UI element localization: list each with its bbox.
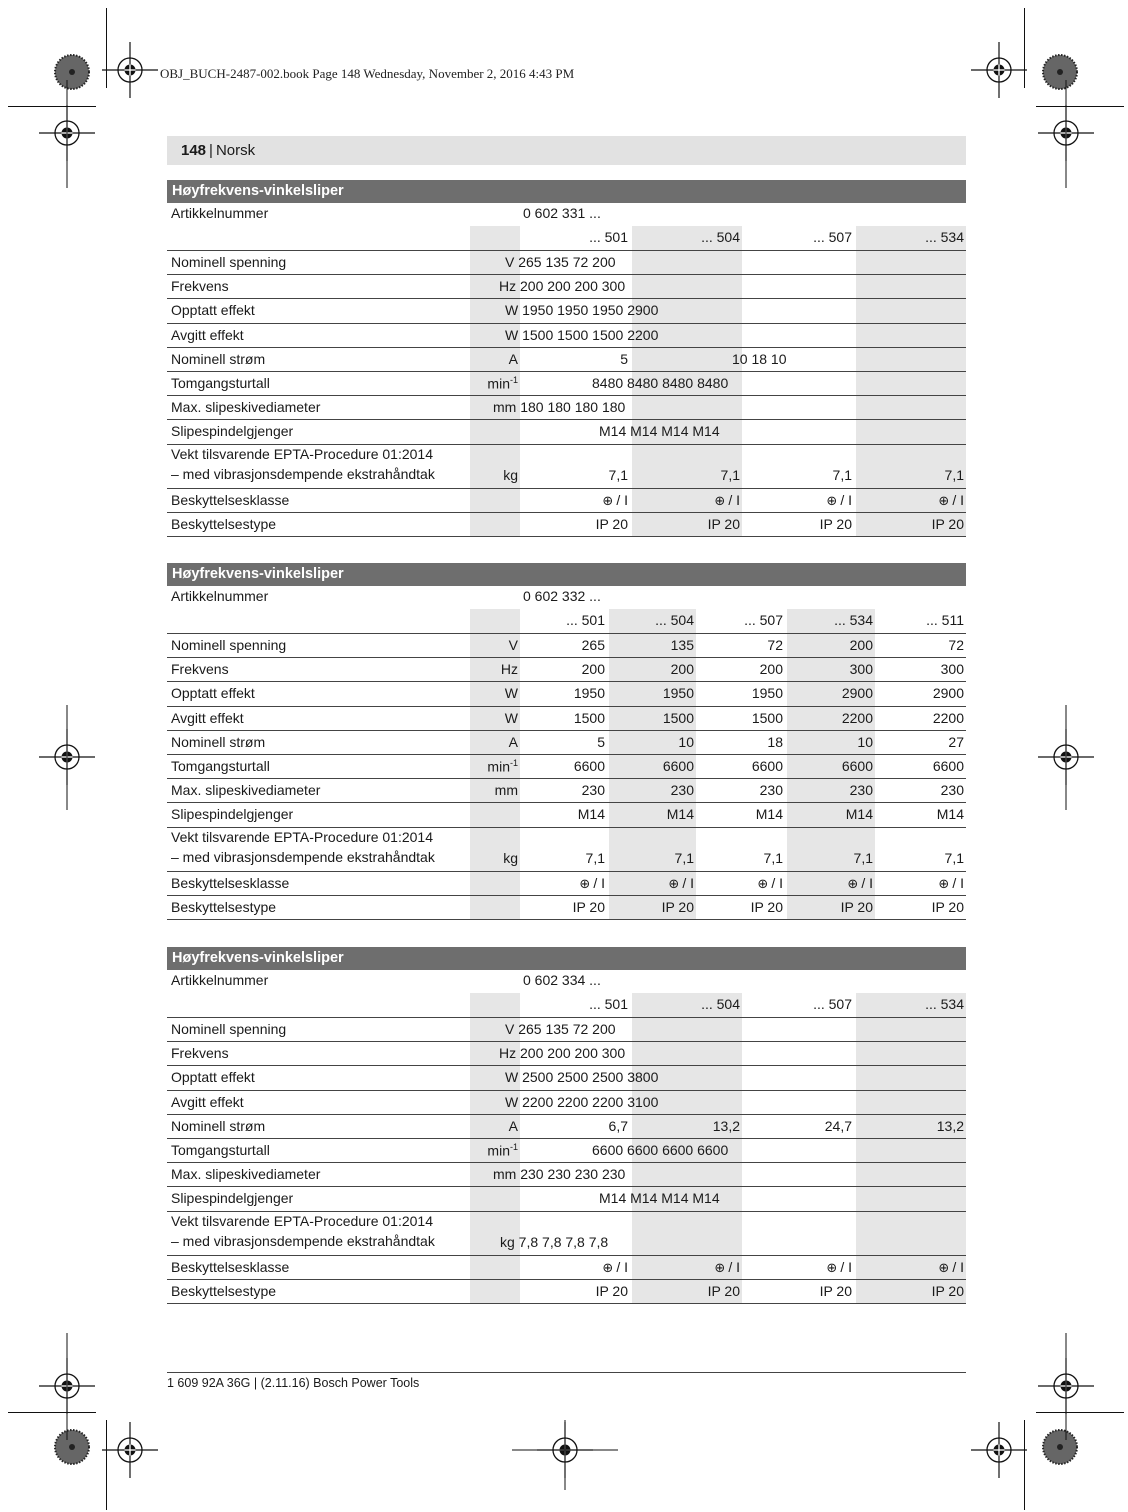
row-value: 200: [581, 661, 605, 678]
row-value: 6,7: [608, 1117, 628, 1134]
unit-text: W: [504, 685, 518, 702]
row-value: 265: [581, 637, 605, 653]
variant-code: ... 504: [701, 996, 740, 1012]
row-value: IP 20: [750, 898, 783, 915]
row-value: 230: [759, 782, 783, 799]
row-value: M14: [755, 806, 783, 823]
row-value: 1950: [751, 685, 783, 702]
variant-code: ... 534: [925, 996, 964, 1012]
protection-class-icon: ⊕: [938, 492, 950, 508]
unit-label: [470, 1118, 518, 1134]
protection-class-text: / I: [593, 874, 605, 891]
column-shade: [632, 251, 742, 274]
protection-class-text: / I: [728, 1258, 740, 1275]
row-value: 7,1: [608, 466, 628, 483]
row-label: Frekvens: [171, 1045, 229, 1062]
article-label: Artikkelnummer: [171, 972, 269, 988]
row-value: 5: [620, 350, 628, 367]
protection-class-icon: ⊕: [826, 492, 838, 508]
article-label: Artikkelnummer: [171, 205, 269, 221]
row-label: Vekt tilsvarende EPTA-Procedure 01:2014: [171, 1212, 434, 1229]
unit-label: [470, 375, 518, 392]
row-label: Nominell strøm: [171, 1117, 266, 1134]
row-value: 10: [857, 733, 873, 750]
row-value: 7,1: [720, 466, 740, 483]
row-label-line2: – med vibrasjonsdempende ekstrahåndtak: [171, 465, 435, 482]
unit-text: A: [508, 733, 518, 750]
column-shade: [856, 1163, 966, 1186]
merged-values: V 265 135 72 200: [505, 1021, 616, 1037]
protection-class-icon: ⊕: [938, 1259, 950, 1275]
row-value: 7,1: [674, 849, 694, 866]
row-value: IP 20: [931, 1282, 964, 1299]
unit-text: min: [487, 758, 510, 775]
unit-text: min: [487, 1142, 510, 1159]
unit-text: kg: [503, 466, 518, 483]
row-value: IP 20: [819, 515, 852, 532]
row-value: 300: [940, 661, 964, 678]
spec-row: [167, 1042, 966, 1066]
unit-label: [470, 782, 518, 798]
page-header: [167, 136, 966, 165]
article-number: 0 602 332 ...: [523, 588, 601, 604]
row-value: 230: [940, 782, 964, 799]
row-value: [632, 492, 740, 509]
unit-text: min: [487, 375, 510, 392]
column-shade: [856, 251, 966, 274]
unit-text: V: [508, 637, 518, 653]
column-shade: [470, 609, 520, 633]
row-label: Nominell spenning: [171, 1021, 287, 1037]
unit-label: [470, 351, 518, 367]
spec-row: [167, 299, 966, 323]
column-shade: [856, 1091, 966, 1114]
protection-class-icon: ⊕: [714, 492, 726, 508]
row-value: 6600: [841, 757, 873, 774]
spec-row: [167, 803, 966, 827]
row-value: 1950: [662, 685, 694, 702]
spec-row: [167, 396, 966, 420]
row-label: Beskyttelsestype: [171, 515, 277, 532]
variant-code: ... 507: [744, 612, 783, 628]
table-title: Høyfrekvens-vinkelsliper: [167, 947, 966, 970]
column-shade: [856, 275, 966, 298]
spec-row: [167, 275, 966, 299]
row-label: Max. slipeskivediameter: [171, 1166, 321, 1183]
unit-superscript: -1: [509, 374, 518, 385]
row-value: 1500: [662, 709, 694, 726]
row-value: 230: [581, 782, 605, 799]
row-label: Tomgangsturtall: [171, 1141, 270, 1158]
protection-class-icon: ⊕: [579, 875, 591, 891]
row-value: 200: [670, 661, 694, 678]
row-label: Vekt tilsvarende EPTA-Procedure 01:2014: [171, 445, 434, 462]
spec-row: [167, 1163, 966, 1187]
column-shade: [856, 420, 966, 443]
column-shade: [632, 1163, 742, 1186]
row-value: [520, 492, 628, 509]
row-label: Nominell strøm: [171, 733, 266, 750]
protection-class-text: / I: [682, 874, 694, 891]
merged-values: M14 M14 M14 M14: [599, 1190, 720, 1207]
spec-row: [167, 1066, 966, 1090]
column-shade: [470, 420, 520, 443]
row-value: [856, 492, 964, 509]
unit-label: [470, 710, 518, 726]
variant-code: ... 507: [813, 229, 852, 245]
column-shade: [470, 896, 520, 919]
row-value: IP 20: [595, 515, 628, 532]
variant-code: ... 511: [926, 612, 964, 628]
row-value: 7,1: [944, 466, 964, 483]
protection-class-icon: ⊕: [938, 875, 950, 891]
protection-class-text: / I: [840, 1258, 852, 1275]
article-number: 0 602 334 ...: [523, 972, 601, 988]
variant-code: ... 504: [655, 612, 694, 628]
merged-values: kg 7,8 7,8 7,8 7,8: [500, 1233, 609, 1250]
unit-text: Hz: [500, 661, 518, 678]
row-value: [877, 875, 964, 892]
row-value: [520, 1259, 628, 1276]
protection-class-text: / I: [728, 491, 740, 508]
protection-class-icon: ⊕: [714, 1259, 726, 1275]
variant-row: [167, 993, 966, 1018]
spec-row: [167, 1212, 966, 1256]
column-shade: [470, 872, 520, 895]
column-shade: [856, 348, 966, 371]
column-shade: [856, 396, 966, 419]
row-label: Nominell spenning: [171, 254, 287, 270]
merged-values: W 1500 1500 1500 2200: [505, 326, 659, 343]
unit-label: [470, 637, 518, 653]
row-label: Frekvens: [171, 661, 229, 678]
row-value: 2900: [841, 685, 873, 702]
unit-text: mm: [494, 782, 518, 799]
column-shade: [470, 226, 520, 250]
protection-class-icon: ⊕: [668, 875, 680, 891]
row-value: 6600: [662, 757, 694, 774]
row-value: [632, 1259, 740, 1276]
header-separator: |: [209, 142, 213, 159]
unit-text: W: [504, 709, 518, 726]
row-value: 1500: [573, 709, 605, 726]
column-shade: [856, 1139, 966, 1162]
variant-code: ... 501: [589, 996, 628, 1012]
protection-class-icon: ⊕: [602, 1259, 614, 1275]
footer-text: 1 609 92A 36G | (2.11.16) Bosch Power Tools: [167, 1376, 420, 1390]
protection-class-icon: ⊕: [757, 875, 769, 891]
spec-row: [167, 251, 966, 275]
spec-row: [167, 1139, 966, 1163]
article-label: Artikkelnummer: [171, 588, 269, 604]
spec-row: [167, 420, 966, 444]
column-shade: [856, 372, 966, 395]
row-value: 230: [670, 782, 694, 799]
protection-class-text: / I: [616, 1258, 628, 1275]
row-value: M14: [577, 806, 605, 823]
row-value: 72: [767, 637, 783, 653]
row-value: IP 20: [707, 1282, 740, 1299]
spec-row: [167, 828, 966, 872]
protection-class-text: / I: [771, 874, 783, 891]
header-language: Norsk: [215, 142, 256, 159]
merged-values: V 265 135 72 200: [505, 254, 616, 270]
protection-class-text: / I: [616, 491, 628, 508]
column-shade: [632, 1042, 742, 1065]
row-value: IP 20: [707, 515, 740, 532]
spec-table: [167, 563, 966, 920]
column-shade: [856, 1187, 966, 1210]
row-value: 6600: [932, 757, 964, 774]
merged-values: W 1950 1950 1950 2900: [505, 302, 659, 319]
row-label: Vekt tilsvarende EPTA-Procedure 01:2014: [171, 828, 434, 845]
row-value: 2900: [932, 685, 964, 702]
row-value: IP 20: [931, 898, 964, 915]
column-shade: [856, 324, 966, 347]
row-label: Max. slipeskivediameter: [171, 399, 321, 416]
unit-label: [470, 734, 518, 750]
row-label-line2: – med vibrasjonsdempende ekstrahåndtak: [171, 848, 435, 865]
column-shade: [856, 1018, 966, 1041]
merged-values: W 2500 2500 2500 3800: [505, 1069, 659, 1086]
protection-class-text: / I: [861, 874, 873, 891]
spec-table: [167, 947, 966, 1304]
column-shade: [632, 396, 742, 419]
row-value: M14: [845, 806, 873, 823]
row-value: 13,2: [936, 1117, 964, 1134]
row-value: 1500: [751, 709, 783, 726]
spec-row: [167, 731, 966, 755]
variant-row: [167, 609, 966, 634]
spec-row: [167, 489, 966, 513]
merged-values: 6600 6600 6600 6600: [592, 1141, 729, 1158]
footer-rule: [167, 1372, 966, 1373]
row-value: [698, 875, 783, 892]
print-info-line: OBJ_BUCH-2487-002.book Page 148 Wednesday, November 2, 2016 4:43 PM: [160, 66, 575, 81]
row-value: M14: [936, 806, 964, 823]
spec-row: [167, 682, 966, 706]
row-value: [744, 492, 852, 509]
row-value: 2200: [932, 709, 964, 726]
spec-table: [167, 180, 966, 537]
row-label: Beskyttelsestype: [171, 898, 277, 915]
row-value: 7,1: [763, 849, 783, 866]
row-value: IP 20: [572, 898, 605, 915]
variant-row: [167, 226, 966, 251]
row-value: IP 20: [595, 1282, 628, 1299]
row-label-line2: – med vibrasjonsdempende ekstrahåndtak: [171, 1232, 435, 1249]
row-label: Slipespindelgjenger: [171, 1190, 294, 1207]
spec-row: [167, 779, 966, 803]
article-number: 0 602 331 ...: [523, 205, 601, 221]
row-label: Beskyttelsesklasse: [171, 1258, 290, 1275]
merged-values: M14 M14 M14 M14: [599, 423, 720, 440]
row-label: Nominell spenning: [171, 637, 287, 653]
merged-values: Hz 200 200 200 300: [499, 278, 626, 295]
row-label: Opptatt effekt: [171, 302, 255, 319]
unit-label: [470, 685, 518, 701]
protection-class-icon: ⊕: [847, 875, 859, 891]
row-label: Avgitt effekt: [171, 326, 244, 343]
column-shade: [856, 299, 966, 322]
unit-text: A: [508, 1117, 518, 1134]
row-value: 300: [849, 661, 873, 678]
row-value: 1950: [573, 685, 605, 702]
row-value: 18: [767, 733, 783, 750]
row-value: 200: [849, 637, 873, 653]
variant-code: ... 534: [834, 612, 873, 628]
unit-text: A: [508, 350, 518, 367]
spec-row: [167, 755, 966, 779]
spec-row: [167, 1256, 966, 1280]
row-value: IP 20: [931, 515, 964, 532]
row-label: Frekvens: [171, 278, 229, 295]
row-label: Tomgangsturtall: [171, 374, 270, 391]
column-shade: [856, 1042, 966, 1065]
row-label: Tomgangsturtall: [171, 757, 270, 774]
row-value: 200: [759, 661, 783, 678]
unit-label: [470, 1142, 518, 1159]
row-value: 7,1: [853, 849, 873, 866]
unit-superscript: -1: [509, 757, 518, 768]
column-shade: [470, 803, 520, 826]
article-row: [167, 970, 966, 993]
row-value: 2200: [841, 709, 873, 726]
column-shade: [632, 348, 742, 371]
row-value: IP 20: [819, 1282, 852, 1299]
row-value: 72: [948, 637, 964, 653]
row-label: Beskyttelsestype: [171, 1282, 277, 1299]
spec-row: [167, 372, 966, 396]
column-shade: [470, 1280, 520, 1303]
spec-row: [167, 872, 966, 896]
spec-row: [167, 634, 966, 658]
protection-class-text: / I: [952, 491, 964, 508]
row-value: 27: [948, 733, 964, 750]
unit-label: [470, 467, 518, 483]
variant-code: ... 501: [566, 612, 605, 628]
merged-values: mm 180 180 180 180: [493, 399, 626, 416]
spec-row: [167, 658, 966, 682]
row-label: Slipespindelgjenger: [171, 423, 294, 440]
table-title: Høyfrekvens-vinkelsliper: [167, 563, 966, 586]
spec-row: [167, 445, 966, 489]
row-value: M14: [666, 806, 694, 823]
row-label: Opptatt effekt: [171, 685, 255, 702]
row-value: 24,7: [824, 1117, 852, 1134]
spec-row: [167, 1115, 966, 1139]
unit-label: [470, 661, 518, 677]
column-shade: [470, 489, 520, 512]
merged-values: mm 230 230 230 230: [493, 1166, 626, 1183]
row-value: 13,2: [712, 1117, 740, 1134]
unit-label: [470, 850, 518, 866]
row-label: Avgitt effekt: [171, 709, 244, 726]
protection-class-icon: ⊕: [602, 492, 614, 508]
variant-code: ... 501: [589, 229, 628, 245]
column-shade: [856, 1066, 966, 1089]
page-number: 148: [181, 142, 207, 159]
row-value: 10: [678, 733, 694, 750]
article-row: [167, 586, 966, 609]
row-value: [520, 875, 605, 892]
row-value: 230: [849, 782, 873, 799]
row-label: Nominell strøm: [171, 350, 266, 367]
column-shade: [470, 1187, 520, 1210]
row-value: [744, 1259, 852, 1276]
row-value: 5: [597, 733, 605, 750]
row-value: [609, 875, 694, 892]
variant-code: ... 507: [813, 996, 852, 1012]
spec-row: [167, 348, 966, 372]
unit-label: [470, 758, 518, 775]
row-label: Beskyttelsesklasse: [171, 491, 290, 508]
merged-values: 8480 8480 8480 8480: [592, 374, 729, 391]
spec-row: [167, 1280, 966, 1304]
spec-row: [167, 1187, 966, 1211]
row-value: 6600: [751, 757, 783, 774]
column-shade: [470, 1256, 520, 1279]
column-shade: [470, 993, 520, 1017]
article-row: [167, 203, 966, 226]
spec-row: [167, 324, 966, 348]
merged-values: Hz 200 200 200 300: [499, 1045, 626, 1062]
row-value: [856, 1259, 964, 1276]
unit-text: kg: [503, 849, 518, 866]
protection-class-text: / I: [952, 1258, 964, 1275]
column-shade: [632, 275, 742, 298]
column-shade: [632, 1212, 742, 1255]
table-title: Høyfrekvens-vinkelsliper: [167, 180, 966, 203]
column-shade: [856, 1212, 966, 1255]
variant-code: ... 534: [925, 229, 964, 245]
spec-row: [167, 896, 966, 920]
row-value-merged: 10 18 10: [732, 350, 787, 367]
spec-row: [167, 513, 966, 537]
row-label: Opptatt effekt: [171, 1069, 255, 1086]
merged-values: W 2200 2200 2200 3100: [505, 1093, 659, 1110]
spec-row: [167, 1018, 966, 1042]
row-value: 7,1: [832, 466, 852, 483]
spec-row: [167, 1091, 966, 1115]
row-label: Beskyttelsesklasse: [171, 874, 290, 891]
column-shade: [632, 1018, 742, 1041]
unit-superscript: -1: [509, 1141, 518, 1152]
variant-code: ... 504: [701, 229, 740, 245]
row-label: Slipespindelgjenger: [171, 806, 294, 823]
row-label: Max. slipeskivediameter: [171, 782, 321, 799]
column-shade: [470, 513, 520, 536]
row-value: IP 20: [840, 898, 873, 915]
protection-class-text: / I: [840, 491, 852, 508]
row-label: Avgitt effekt: [171, 1093, 244, 1110]
protection-class-icon: ⊕: [826, 1259, 838, 1275]
row-value: 6600: [573, 757, 605, 774]
row-value: [787, 875, 873, 892]
row-value: 7,1: [944, 849, 964, 866]
row-value: IP 20: [661, 898, 694, 915]
row-value: 135: [670, 637, 694, 653]
protection-class-text: / I: [952, 874, 964, 891]
spec-row: [167, 707, 966, 731]
row-value: 7,1: [585, 849, 605, 866]
